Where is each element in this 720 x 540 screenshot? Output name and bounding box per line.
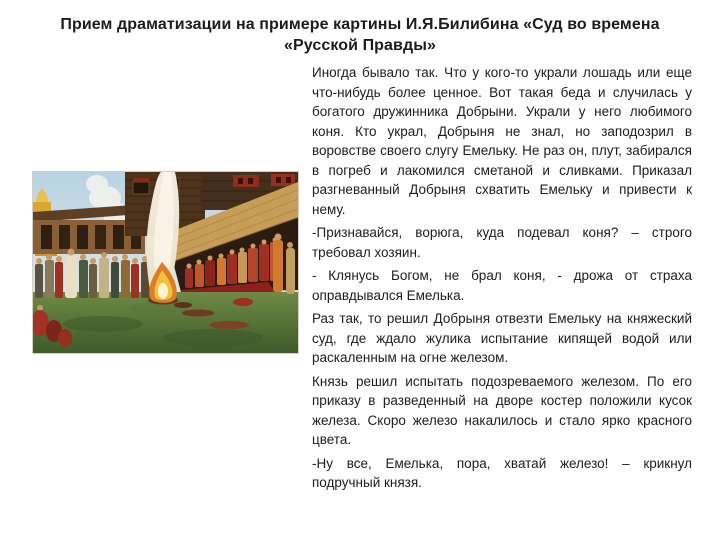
slide-title <box>35 14 685 56</box>
story-paragraph: -Ну все, Емелька, пора, хватай железо! – крикнул подручный князя. <box>312 455 692 490</box>
slide-title-line2: «Русской Правды» <box>283 37 437 54</box>
slide-title-line1: Прием драматизации на примере картины И.Я.Билибина «Суд во времена <box>60 16 660 33</box>
story-paragraph: Иногда бывало так. Что у кого-то украли лошадь или еще что-нибудь более ценное. Вот такая беда и случилась у богатого дружинника Добрыни. Украли у него любимого коня. Кто украл, Добрыня не знал, но заподозрил в воровстве своего слугу Емельку. Не раз он, плут, забирался в погреб и лакомился сметаной и сливками. Приказал разгневанный Добрыня схватить Емельку и привести к нему. <box>312 65 692 217</box>
painting-bilibin-court <box>33 172 298 353</box>
story-text <box>312 63 692 497</box>
story-paragraph: - Клянусь Богом, не брал коня, - дрожа от страха оправдывался Емелька. <box>312 268 692 303</box>
painting-canvas <box>33 172 298 353</box>
story-paragraph: Раз так, то решил Добрыня отвезти Емельку на княжеский суд, где ждало жулика испытание кипящей водой или раскаленным на огне железом. <box>312 311 692 365</box>
story-paragraph: -Признавайся, ворюга, куда подевал коня? – строго требовал хозяин. <box>312 225 692 260</box>
story-paragraph: Князь решил испытать подозреваемого железом. По его приказу в разведенный на дворе костер положили кусок железа. Скоро железо накалилось и стало ярко красного цвета. <box>312 373 692 447</box>
